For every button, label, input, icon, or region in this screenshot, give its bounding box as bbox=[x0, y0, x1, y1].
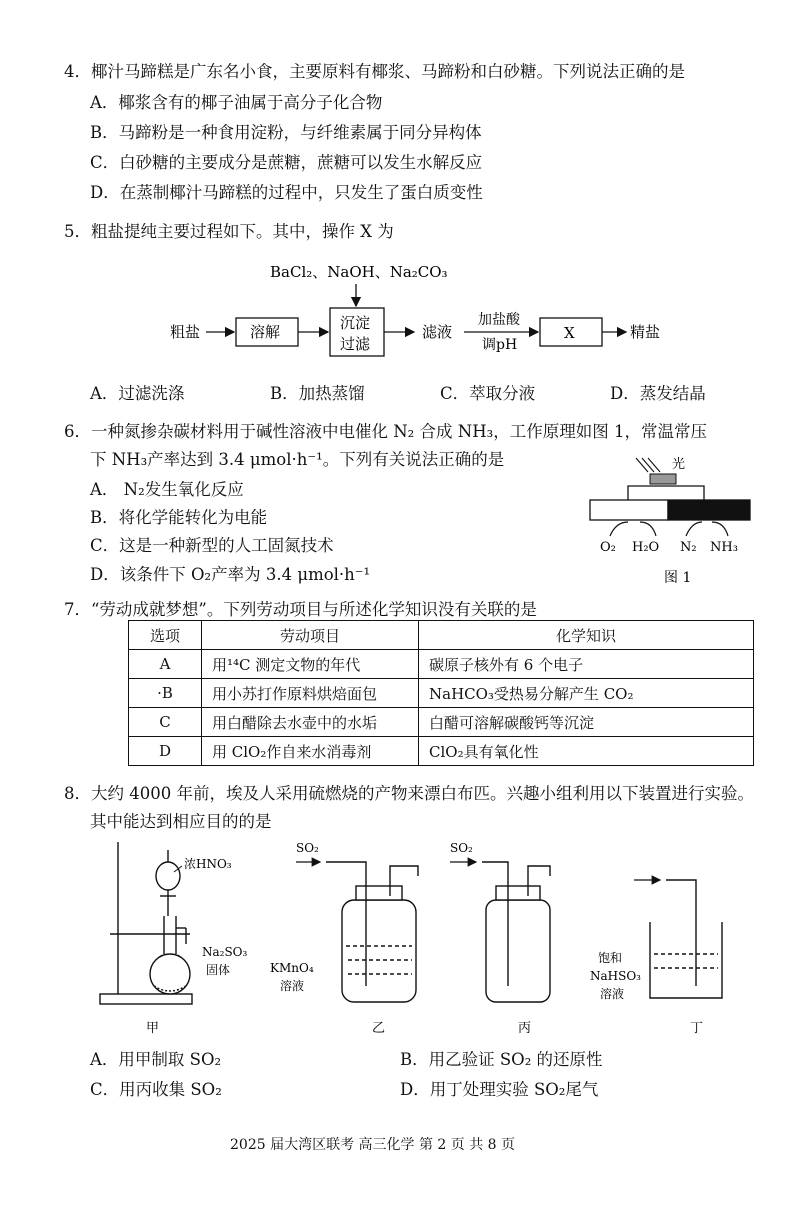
q8-kmno4-label: KMnO₄ bbox=[270, 961, 314, 975]
q6-light-label: 光 bbox=[672, 457, 686, 472]
q7-stem: 7．“劳动成就梦想”。下列劳动项目与所述化学知识没有关联的是 bbox=[64, 600, 537, 619]
q5-filtrate-label: 滤液 bbox=[422, 323, 453, 341]
table-header: 化学知识 bbox=[419, 621, 754, 650]
table-header-row bbox=[129, 621, 754, 650]
table-cell: D bbox=[129, 737, 202, 766]
q8-na2so3-solid-label: 固体 bbox=[206, 963, 231, 977]
q8-nahso3-solution-label: 溶液 bbox=[600, 987, 625, 1001]
q5-box-precipitate-line2: 过滤 bbox=[340, 335, 371, 353]
q5-option-b: B．加热蒸馏 bbox=[270, 384, 365, 403]
table-cell: 用¹⁴C 测定文物的年代 bbox=[202, 650, 419, 679]
apparatus-yi bbox=[326, 862, 418, 1002]
q6-option-b: B．将化学能转化为电能 bbox=[90, 508, 268, 527]
table-header: 劳动项目 bbox=[202, 621, 419, 650]
q5-arrow-bottom-label: 调pH bbox=[482, 337, 518, 353]
q6-stem-line2: 下 NH₃产率达到 3.4 μmol·h⁻¹。下列有关说法正确的是 bbox=[90, 450, 505, 469]
q6-o2-label: O₂ bbox=[600, 540, 616, 555]
table-cell: ClO₂具有氧化性 bbox=[419, 737, 754, 766]
q6-anode bbox=[590, 500, 668, 520]
q4-option-d: D．在蒸制椰汁马蹄糕的过程中，只发生了蛋白质变性 bbox=[90, 183, 483, 202]
q8-option-c: C．用丙收集 SO₂ bbox=[90, 1080, 222, 1099]
q6-figure-1 bbox=[586, 452, 766, 592]
q8-ding-label: 丁 bbox=[690, 1021, 704, 1036]
q5-box-precipitate-line1: 沉淀 bbox=[340, 314, 371, 332]
q6-option-c: C．这是一种新型的人工固氮技术 bbox=[90, 536, 334, 555]
q8-so2-yi-label: SO₂ bbox=[296, 841, 319, 855]
q8-saturated-label: 饱和 bbox=[598, 951, 623, 965]
table-cell: 用白醋除去水壶中的水垢 bbox=[202, 708, 419, 737]
q5-option-d: D．蒸发结晶 bbox=[610, 384, 706, 403]
q8-stem-line2: 其中能达到相应目的的是 bbox=[90, 812, 272, 831]
q8-nahso3-label: NaHSO₃ bbox=[590, 969, 641, 983]
q4-stem: 4．椰汁马蹄糕是广东名小食，主要原料有椰浆、马蹄粉和白砂糖。下列说法正确的是 bbox=[64, 62, 685, 81]
q8-option-b: B．用乙验证 SO₂ 的还原性 bbox=[400, 1050, 603, 1069]
q6-n2-label: N₂ bbox=[680, 540, 697, 555]
q5-option-c: C．萃取分液 bbox=[440, 384, 536, 403]
q8-jia-label: 甲 bbox=[146, 1021, 160, 1036]
q8-so2-bing-label: SO₂ bbox=[450, 841, 473, 855]
q5-start-label: 粗盐 bbox=[170, 323, 201, 341]
q5-arrow-top-label: 加盐酸 bbox=[478, 312, 520, 328]
table-row bbox=[129, 737, 754, 766]
table-header: 选项 bbox=[129, 621, 202, 650]
q6-option-a: A． N₂发生氧化反应 bbox=[90, 480, 244, 499]
q8-hno3-label: 浓HNO₃ bbox=[184, 857, 232, 871]
q8-kmno4-solution-label: 溶液 bbox=[280, 979, 305, 993]
q8-stem-line1: 8．大约 4000 年前，埃及人采用硫燃烧的产物来漂白布匹。兴趣小组利用以下装置进行实验。 bbox=[64, 784, 754, 803]
q6-nh3-label: NH₃ bbox=[710, 540, 738, 555]
q5-box-x-label: X bbox=[564, 324, 575, 342]
q8-yi-label: 乙 bbox=[372, 1021, 386, 1036]
q5-flow-diagram bbox=[160, 258, 660, 358]
q6-h2o-label: H₂O bbox=[632, 540, 660, 555]
q4-option-b: B．马蹄粉是一种食用淀粉，与纤维素属于同分异构体 bbox=[90, 123, 482, 142]
q4-option-c: C．白砂糖的主要成分是蔗糖，蔗糖可以发生水解反应 bbox=[90, 153, 483, 172]
q5-end-label: 精盐 bbox=[630, 323, 660, 341]
table-row bbox=[129, 708, 754, 737]
table-cell: NaHCO₃受热易分解产生 CO₂ bbox=[419, 679, 754, 708]
q7-table bbox=[128, 620, 754, 766]
table-cell: 用小苏打作原料烘焙面包 bbox=[202, 679, 419, 708]
table-cell: 白醋可溶解碳酸钙等沉淀 bbox=[419, 708, 754, 737]
q5-option-a: A．过滤洗涤 bbox=[90, 384, 185, 403]
apparatus-jia bbox=[100, 842, 192, 1004]
q8-apparatus-figure bbox=[90, 836, 770, 1036]
page-footer: 2025 届大湾区联考 高三化学 第 2 页 共 8 页 bbox=[230, 1137, 516, 1153]
q6-cathode bbox=[668, 500, 750, 520]
table-row bbox=[129, 679, 754, 708]
q8-na2so3-label: Na₂SO₃ bbox=[202, 945, 248, 959]
q5-stem: 5．粗盐提纯主要过程如下。其中，操作 X 为 bbox=[64, 222, 394, 241]
q6-stem-line1: 6．一种氮掺杂碳材料用于碱性溶液中电催化 N₂ 合成 NH₃，工作原理如图 1，常温常压 bbox=[64, 422, 707, 441]
table-cell: A bbox=[129, 650, 202, 679]
q6-catalyst bbox=[650, 474, 676, 484]
q4-option-a: A．椰浆含有的椰子油属于高分子化合物 bbox=[90, 93, 383, 112]
q8-option-d: D．用丁处理实验 SO₂尾气 bbox=[400, 1080, 599, 1099]
q6-option-d: D．该条件下 O₂产率为 3.4 μmol·h⁻¹ bbox=[90, 565, 371, 584]
table-cell: C bbox=[129, 708, 202, 737]
table-cell: 碳原子核外有 6 个电子 bbox=[419, 650, 754, 679]
table-row bbox=[129, 650, 754, 679]
table-cell: ·B bbox=[129, 679, 202, 708]
q6-figure-caption: 图 1 bbox=[664, 570, 692, 586]
q5-box-dissolve-label: 溶解 bbox=[250, 323, 281, 341]
q5-reagents: BaCl₂、NaOH、Na₂CO₃ bbox=[270, 263, 448, 281]
q8-option-a: A．用甲制取 SO₂ bbox=[90, 1050, 222, 1069]
table-cell: 用 ClO₂作自来水消毒剂 bbox=[202, 737, 419, 766]
apparatus-bing bbox=[482, 862, 550, 1002]
q8-bing-label: 丙 bbox=[518, 1021, 532, 1036]
apparatus-ding bbox=[650, 880, 722, 998]
